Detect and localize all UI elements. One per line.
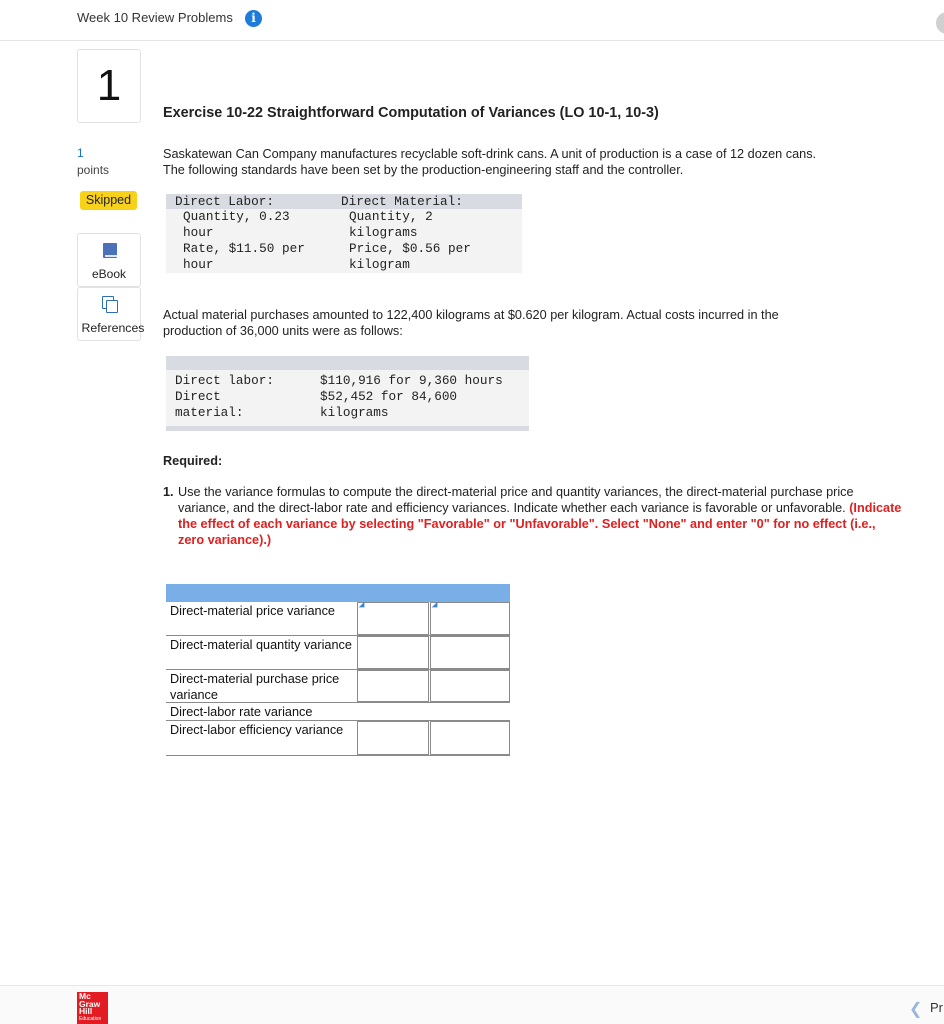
references-label: References	[81, 321, 145, 335]
copy-icon	[102, 296, 118, 312]
actual-label-line: Direct	[175, 389, 221, 404]
actual-costs-table	[166, 356, 529, 432]
table-row	[166, 636, 510, 670]
ebook-label: eBook	[91, 267, 127, 281]
standards-material-line: kilogram	[349, 257, 410, 272]
requirement-text: Use the variance formulas to compute the direct-material price and quantity variances, the direct-material purchase price variance, and the direct-labor rate and efficiency variances. Indicate whether each variance is favorable or unfavorable.	[178, 485, 854, 515]
requirement-1	[163, 484, 903, 548]
footer-bar	[0, 985, 944, 1024]
actual-costs-footer-bar	[166, 426, 529, 431]
exercise-title: Exercise 10-22 Straightforward Computation of Variances (LO 10-1, 10-3)	[163, 105, 659, 121]
row-label: Direct-material purchase price variance	[170, 672, 340, 702]
table-row	[166, 703, 510, 721]
ebook-button[interactable]	[77, 233, 141, 287]
actual-label-line: Direct labor:	[175, 373, 274, 388]
answer-table-header	[166, 584, 510, 602]
dropdown-marker-icon	[432, 602, 440, 610]
intro-text-line-1: Saskatewan Can Company manufactures recyclable soft-drink cans. A unit of production is a case of 12 dozen cans.	[163, 147, 817, 161]
question-number-box: 1	[77, 49, 141, 123]
standards-labor-line: Rate, $11.50 per	[183, 241, 305, 256]
actual-value-line: $52,452 for 84,600	[320, 389, 458, 404]
answer-table	[166, 584, 510, 756]
table-row	[166, 602, 510, 636]
book-icon	[103, 243, 117, 258]
variance-effect-select[interactable]	[430, 721, 510, 755]
variance-effect-select[interactable]	[430, 602, 510, 635]
standards-material-line: Quantity, 2	[349, 209, 433, 224]
variance-amount-input[interactable]	[357, 721, 429, 755]
table-row	[166, 721, 510, 756]
standards-row-quantity	[166, 209, 522, 241]
requirement-number: 1.	[163, 485, 174, 499]
actual-costs-body	[166, 370, 529, 426]
standards-header-row	[166, 194, 522, 209]
logo-line: Graw	[79, 998, 101, 1009]
points-label: points	[77, 163, 110, 177]
standards-material-line: Price, $0.56 per	[349, 241, 471, 256]
standards-labor-line: hour	[183, 257, 214, 272]
variance-amount-input[interactable]	[357, 670, 429, 702]
logo-line: Hill	[79, 1006, 93, 1016]
variance-effect-select[interactable]	[430, 670, 510, 702]
row-label: Direct-material price variance	[170, 604, 335, 618]
standards-row-rate	[166, 241, 522, 273]
actual-text-line-2: production of 36,000 units were as follows:	[163, 324, 403, 338]
info-icon[interactable]: i	[245, 10, 262, 27]
row-label: Direct-material quantity variance	[170, 638, 352, 652]
assignment-title: Week 10 Review Problems	[77, 10, 233, 25]
row-label: Direct-labor efficiency variance	[170, 723, 344, 737]
standards-table	[166, 194, 522, 273]
points-value: 1	[77, 146, 84, 160]
table-row	[166, 670, 510, 703]
standards-header-labor: Direct Labor:	[175, 194, 274, 209]
standards-header-material: Direct Material:	[341, 194, 463, 209]
standards-labor-line: hour	[183, 225, 214, 240]
logo-line: Mc	[79, 991, 91, 1001]
actual-value-line: $110,916 for 9,360 hours	[320, 373, 503, 388]
actual-costs-header-bar	[166, 356, 529, 370]
chevron-left-icon[interactable]: ❮	[909, 1001, 923, 1018]
variance-amount-input[interactable]	[357, 636, 429, 669]
user-menu-icon[interactable]	[936, 12, 944, 34]
actual-text-line-1: Actual material purchases amounted to 122,400 kilograms at $0.620 per kilogram. Actual costs incurred in the	[163, 308, 779, 322]
requirement-instruction: (Indicate the effect of each variance by selecting "Favorable" or "Unfavorable". Select "None" and enter "0" for no effect (i.e., zero variance).)	[178, 501, 902, 547]
status-badge: Skipped	[80, 191, 137, 210]
standards-material-line: kilograms	[349, 225, 418, 240]
required-heading: Required:	[163, 454, 223, 468]
variance-effect-select[interactable]	[430, 636, 510, 669]
variance-amount-input[interactable]	[357, 602, 429, 635]
references-button[interactable]	[77, 287, 145, 341]
mcgraw-hill-logo	[77, 992, 108, 1024]
row-label: Direct-labor rate variance	[170, 705, 313, 719]
actual-label-line: material:	[175, 405, 244, 420]
requirement-text-block	[163, 484, 903, 548]
prev-button-label[interactable]: Pr	[930, 1000, 943, 1015]
top-bar	[0, 0, 944, 41]
intro-text-line-2: The following standards have been set by the production-engineering staff and the controller.	[163, 163, 684, 177]
standards-labor-line: Quantity, 0.23	[183, 209, 290, 224]
dropdown-marker-icon	[359, 602, 367, 610]
actual-value-line: kilograms	[320, 405, 389, 420]
logo-line: Education	[79, 1015, 102, 1022]
